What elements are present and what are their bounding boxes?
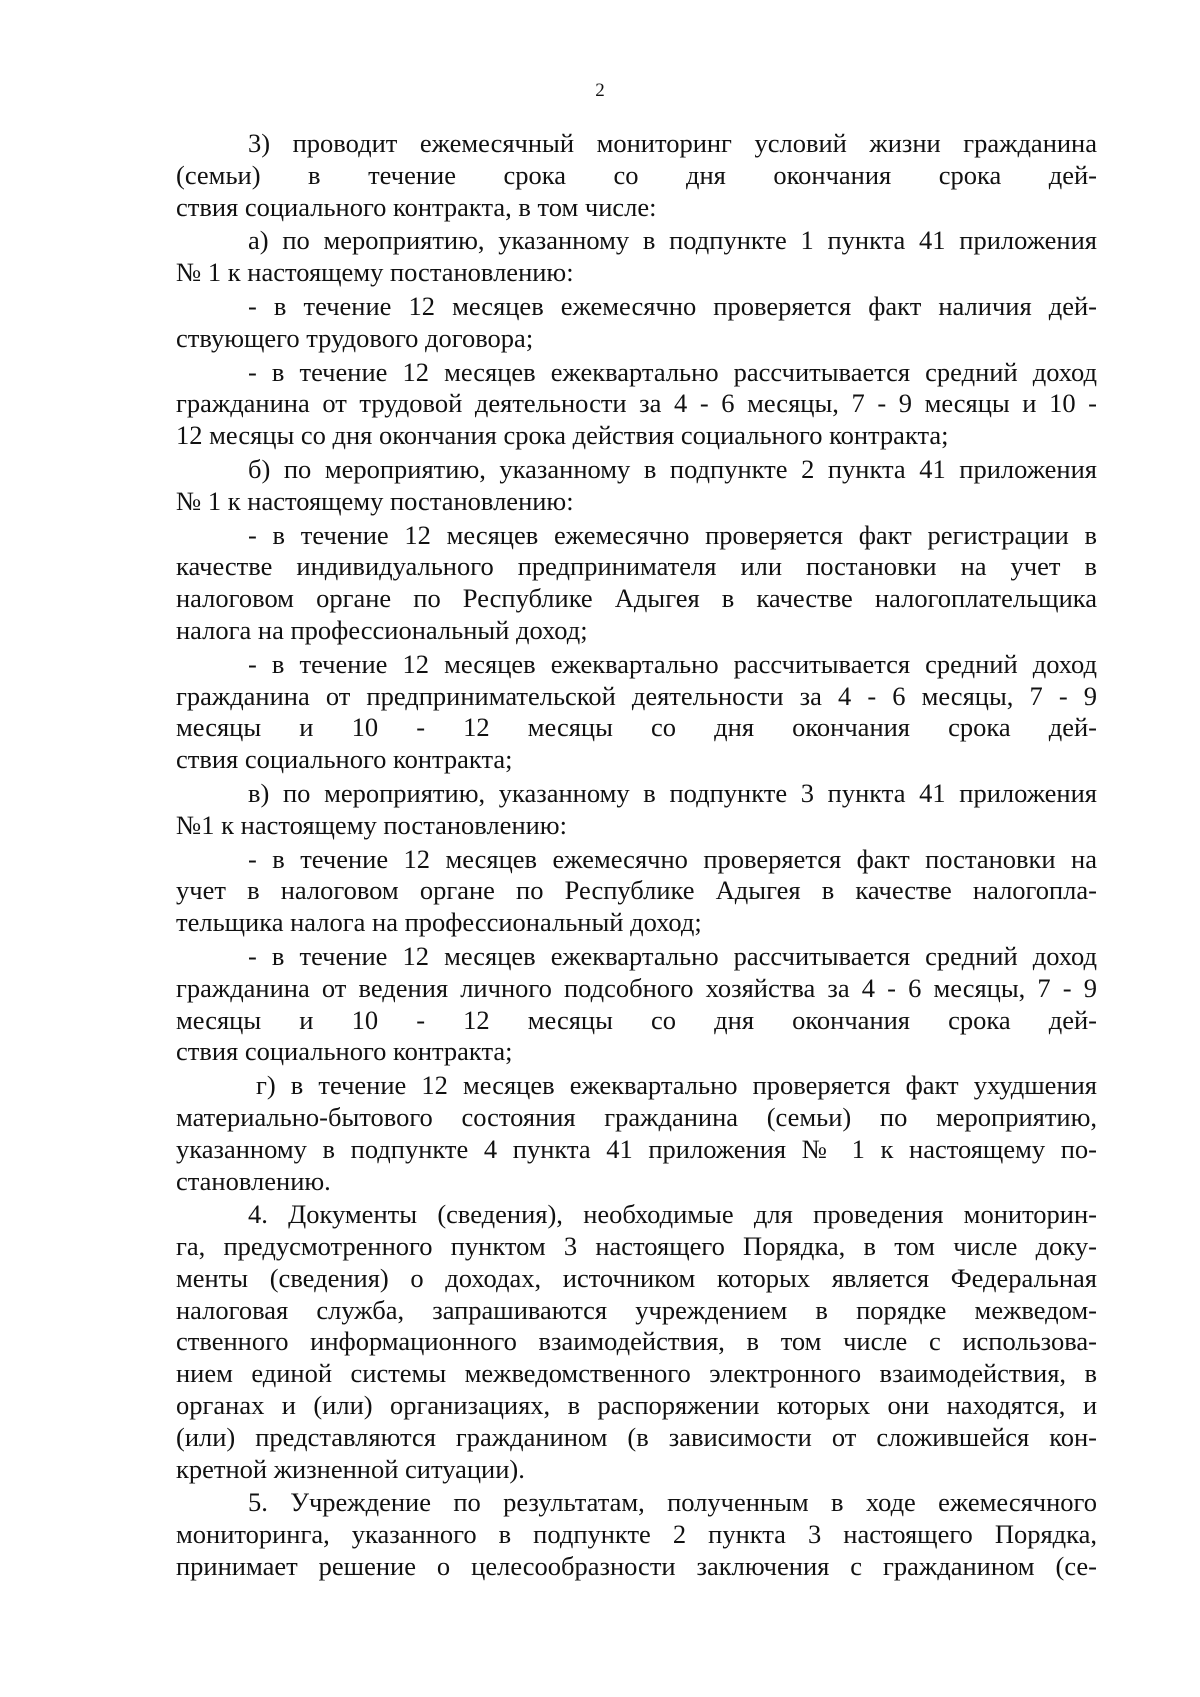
paragraph-line: № 1 к настоящему постановлению: [176,257,574,288]
paragraph-line: б) по мероприятию, указанному в подпункте 2 пункта 41 приложения [248,453,1097,484]
paragraph-line: ствия социального контракта, в том числе: [176,191,657,222]
paragraph-line: (семьи) в течение срока со дня окончания срока дей- [176,159,1097,190]
paragraph-line: № 1 к настоящему постановлению: [176,485,574,516]
paragraph-line: кретной жизненной ситуации). [176,1453,525,1484]
paragraph-line: тельщика налога на профессиональный доход; [176,907,702,938]
paragraph-line: - в течение 12 месяцев ежеквартально рассчитывается средний доход [248,940,1097,971]
page-number: 2 [595,80,605,101]
paragraph-line: органах и (или) организациях, в распоряжении которых они находятся, и [176,1390,1097,1421]
paragraph-line: 5. Учреждение по результатам, полученным в ходе ежемесячного [248,1487,1097,1518]
paragraph-line: - в течение 12 месяцев ежемесячно проверяется факт наличия дей- [248,290,1097,321]
paragraph-line: качестве индивидуального предпринимателя или постановки на учет в [176,551,1097,582]
paragraph-line: налоговом органе по Республике Адыгея в качестве налогоплательщика [176,583,1097,614]
paragraph-line: мониторинга, указанного в подпункте 2 пункта 3 настоящего Порядка, [176,1519,1097,1550]
paragraph-line: в) по мероприятию, указанному в подпункте 3 пункта 41 приложения [248,777,1097,808]
paragraph-line: менты (сведения) о доходах, источником которых является Федеральная [176,1262,1097,1293]
paragraph-line: ственного информационного взаимодействия, в том числе с использова- [176,1326,1097,1357]
paragraph-line: гражданина от ведения личного подсобного хозяйства за 4 - 6 месяцы, 7 - 9 [176,972,1097,1003]
paragraph-line: указанному в подпункте 4 пункта 41 приложения № 1 к настоящему по- [176,1133,1097,1164]
paragraph-line: налога на профессиональный доход; [176,614,588,645]
paragraph-line: ствия социального контракта; [176,1036,513,1067]
paragraph-line: ствия социального контракта; [176,744,513,775]
paragraph-line: ствующего трудового договора; [176,322,534,353]
paragraph-line: учет в налоговом органе по Республике Адыгея в качестве налогопла- [176,875,1097,906]
paragraph-line: (или) представляются гражданином (в зависимости от сложившейся кон- [176,1421,1097,1452]
paragraph-line: становлению. [176,1165,331,1196]
paragraph-line: 4. Документы (сведения), необходимые для проведения мониторин- [248,1199,1097,1230]
paragraph-line: га, предусмотренного пунктом 3 настоящего Порядка, в том числе доку- [176,1231,1097,1262]
paragraph-line: материально-бытового состояния гражданина (семьи) по мероприятию, [176,1101,1097,1132]
paragraph-line: месяцы и 10 - 12 месяцы со дня окончания срока дей- [176,1004,1097,1035]
paragraph-line: нием единой системы межведомственного электронного взаимодействия, в [176,1358,1097,1389]
paragraph-line: 3) проводит ежемесячный мониторинг условий жизни гражданина [248,128,1097,158]
paragraph-line: налоговая служба, запрашиваются учреждением в порядке межведом- [176,1294,1097,1325]
paragraph-line: №1 к настоящему постановлению: [176,809,567,840]
paragraph-line: 12 месяцы со дня окончания срока действия социального контракта; [176,420,949,451]
paragraph-line: гражданина от предпринимательской деятельности за 4 - 6 месяцы, 7 - 9 [176,680,1097,711]
paragraph-line: г) в течение 12 месяцев ежеквартально проверяется факт ухудшения [256,1070,1097,1101]
document-body [176,128,1097,1583]
paragraph-line: принимает решение о целесообразности заключения с гражданином (се- [176,1551,1097,1582]
paragraph-line: - в течение 12 месяцев ежеквартально рассчитывается средний доход [248,648,1097,679]
paragraph-line: а) по мероприятию, указанному в подпункте 1 пункта 41 приложения [248,225,1097,256]
paragraph-line: месяцы и 10 - 12 месяцы со дня окончания срока дей- [176,712,1097,743]
paragraph-line: гражданина от трудовой деятельности за 4 - 6 месяцы, 7 - 9 месяцы и 10 - [176,388,1097,419]
paragraph-line: - в течение 12 месяцев ежемесячно проверяется факт регистрации в [248,519,1097,550]
paragraph-line: - в течение 12 месяцев ежеквартально рассчитывается средний доход [248,356,1097,387]
paragraph-line: - в течение 12 месяцев ежемесячно проверяется факт постановки на [248,843,1097,874]
